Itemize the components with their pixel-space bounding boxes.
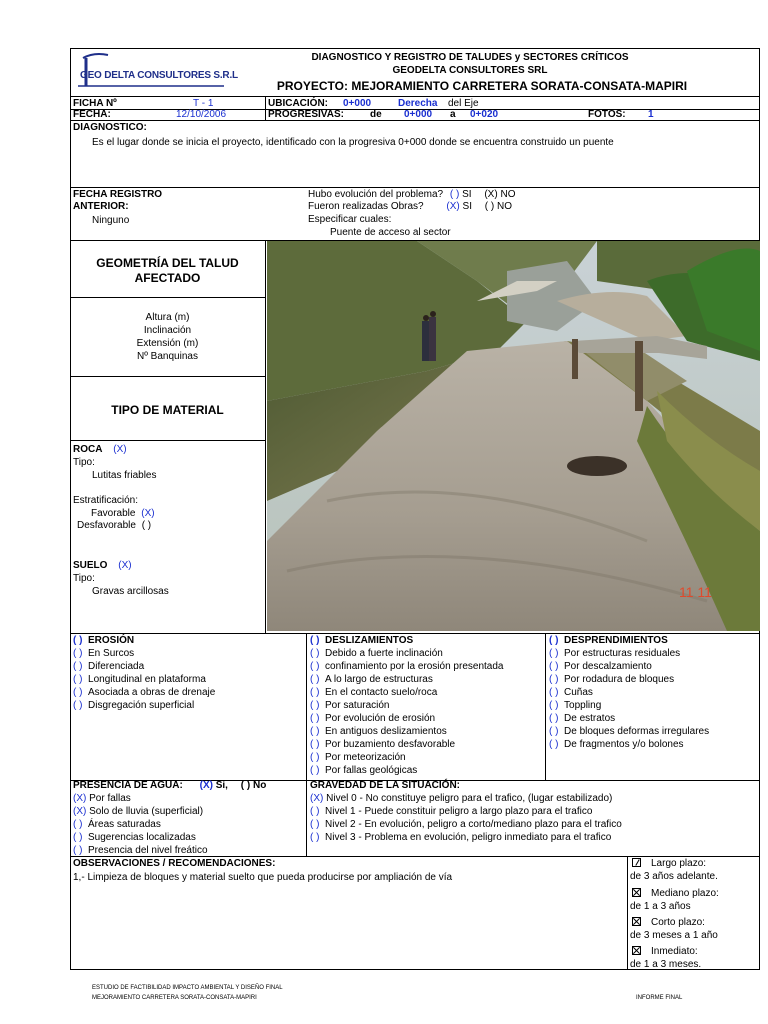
logo-text: GEO DELTA CONSULTORES S.R.L [80,70,238,81]
agua-no: No [252,780,267,791]
ficha-label: FICHA Nº [73,98,117,109]
progresivas-de-value: 0+000 [404,109,433,120]
desfavorable-mark: ( ) [141,520,152,531]
fecha-label: FECHA: [73,109,111,120]
deslizamientos-item: ( ) En antiguos deslizamientos [310,726,447,737]
fotos-label: FOTOS: [588,109,626,120]
q1-si-mark: ( ) [449,189,460,200]
desprendimientos-item: ( ) De bloques deformas irregulares [549,726,710,737]
deslizamientos-item: ( ) Por evolución de erosión [310,713,436,724]
ubicacion-label: UBICACIÓN: [268,98,328,109]
plazo-mediano: Mediano plazo: [632,887,719,900]
company-logo [74,52,238,92]
geometria-item-banquinas: Nº Banquinas [137,351,198,362]
erosion-item: ( ) Disgregación superficial [73,700,195,711]
suelo-tipo-value: Gravas arcillosas [92,586,169,597]
deslizamientos-title: DESLIZAMIENTOS [325,635,414,646]
deslizamientos-item: ( ) En el contacto suelo/roca [310,687,438,698]
agua-item: ( ) Sugerencias localizadas [73,832,196,843]
q2-no-mark: ( ) [484,201,495,212]
q2-no: NO [497,201,512,212]
fecha-value: 12/10/2006 [176,109,227,120]
desprendimientos-title: DESPRENDIMIENTOS [564,635,668,646]
desprendimientos-item: ( ) De fragmentos y/o bolones [549,739,684,750]
agua-si: Si, [215,780,228,791]
desprendimientos-item: ( ) Cuñas [549,687,593,698]
gravedad-item: ( ) Nivel 2 - En evolución, peligro a corto/mediano plazo para el trafico [310,819,622,830]
gravedad-item: ( ) Nivel 1 - Puede constituir peligro a largo plazo para el trafico [310,806,593,817]
diagnostico-label: DIAGNOSTICO: [73,122,147,133]
progresivas-de-label: de [370,109,382,120]
geometria-item-extension: Extensión (m) [136,338,199,349]
erosion-item: ( ) Longitudinal en plataforma [73,674,206,685]
footer-line1: ESTUDIO DE FACTIBILIDAD IMPACTO AMBIENTAL Y DISEÑO FINAL [92,985,283,991]
deslizamientos-item: ( ) A lo largo de estructuras [310,674,433,685]
registro-label1: FECHA REGISTRO [73,189,163,200]
suelo-mark: (X) [118,560,132,571]
deslizamientos-item: ( ) Por saturación [310,700,390,711]
desprendimientos-item: ( ) De estratos [549,713,616,724]
fotos-value: 1 [648,109,654,120]
registro-value: Ninguno [92,215,130,226]
erosion-title: EROSIÓN [88,635,135,646]
agua-no-mark: ( ) [240,780,251,791]
ficha-value: T - 1 [193,98,214,109]
roca-mark: (X) [113,444,127,455]
plazo-corto: Corto plazo: [632,916,705,929]
plazo-largo-detail: de 3 años adelante. [630,871,718,882]
suelo-row [73,559,132,572]
desprendimientos-item: ( ) Toppling [549,700,602,711]
q1-si: SI [462,189,472,200]
agua-item: ( ) Áreas saturadas [73,819,161,830]
desprendimientos-item: ( ) Por rodadura de bloques [549,674,675,685]
plazo-inmediato: Inmediato: [632,945,698,958]
agua-item: (X) Solo de lluvia (superficial) [73,806,204,817]
favorable-mark: (X) [141,508,155,519]
progresivas-a-value: 0+020 [470,109,499,120]
roca-row [73,443,127,456]
site-photo [267,241,760,631]
plazo-corto-detail: de 3 meses a 1 año [630,930,718,941]
check-icon [632,858,641,867]
x-box-icon [632,917,641,926]
geometria-items [70,311,265,363]
q1-text: Hubo evolución del problema? [308,189,444,200]
header-title-line1: DIAGNOSTICO Y REGISTRO DE TALUDES y SECTORES CRÍTICOS [311,52,629,63]
agua-title-row [73,779,266,792]
geometria-item-altura: Altura (m) [145,312,190,323]
agua-title: PRESENCIA DE AGUA: [73,780,183,791]
x-box-icon [632,888,641,897]
suelo-tipo-label: Tipo: [73,573,95,584]
photo-date-stamp: 11 11 [679,584,712,600]
roca-tipo-value: Lutitas friables [92,470,157,481]
geometria-title-line2: AFECTADO [134,271,201,285]
progresivas-label: PROGRESIVAS: [268,109,344,120]
desfavorable-row [77,519,151,532]
deslizamientos-item: ( ) Por meteorización [310,752,406,763]
gravedad-title: GRAVEDAD DE LA SITUACIÓN: [310,780,460,791]
ubicacion-side: Derecha [398,98,438,109]
diagnostico-text: Es el lugar donde se inicia el proyecto, identificado con la progresiva 0+000 donde se encuentra construido un puente [92,137,614,148]
deslizamientos-item: ( ) confinamiento por la erosión presentada [310,661,504,672]
deslizamientos-title-row: ( ) DESLIZAMIENTOS [310,635,414,646]
agua-item: ( ) Presencia del nivel freático [73,845,208,856]
observaciones-text: 1,- Limpieza de bloques y material suelto que pueda producirse por ampliación de vía [73,872,453,883]
suelo-label: SUELO [73,560,108,571]
plazo-mediano-detail: de 1 a 3 años [630,901,691,912]
ubicacion-value: 0+000 [343,98,372,109]
x-box-icon [632,946,641,955]
observaciones-title: OBSERVACIONES / RECOMENDACIONES: [73,858,276,869]
erosion-item: ( ) Asociada a obras de drenaje [73,687,216,698]
q1-no-mark: (X) [484,189,498,200]
q2-si: SI [462,201,472,212]
deslizamientos-item: ( ) Debido a fuerte inclinación [310,648,443,659]
agua-si-mark: (X) [199,780,213,791]
deslizamientos-item: ( ) Por buzamiento desfavorable [310,739,456,750]
ubicacion-suffix: del Eje [448,98,479,109]
desprendimientos-item: ( ) Por estructuras residuales [549,648,681,659]
footer-line2: MEJORAMIENTO CARRETERA SORATA-CONSATA-MAPIRI [92,995,257,1001]
footer-right: INFORME FINAL [636,995,683,1001]
progresivas-a-label: a [450,109,456,120]
desfavorable-label: Desfavorable [77,520,136,531]
material-title: TIPO DE MATERIAL [111,403,224,417]
header-title-line2: GEODELTA CONSULTORES SRL [392,65,548,76]
plazo-largo: Largo plazo: [632,857,706,870]
plazo-inmediato-detail: de 1 a 3 meses. [630,959,702,970]
erosion-title-row: ( ) EROSIÓN [73,635,135,646]
registro-q3: Especificar cuales: [308,214,392,225]
estratificacion-label: Estratificación: [73,495,139,506]
erosion-item: ( ) En Surcos [73,648,135,659]
geometria-title-line1: GEOMETRÍA DEL TALUD [96,256,239,270]
gravedad-item: ( ) Nivel 3 - Problema en evolución, peligro inmediato para el trafico [310,832,612,843]
erosion-item: ( ) Diferenciada [73,661,145,672]
agua-item: (X) Por fallas [73,793,131,804]
q2-si-mark: (X) [446,201,460,212]
registro-label2: ANTERIOR: [73,201,129,212]
roca-tipo-label: Tipo: [73,457,95,468]
registro-q2 [308,200,512,213]
gravedad-item: (X) Nivel 0 - No constituye peligro para el trafico, (lugar estabilizado) [310,793,613,804]
q2-text: Fueron realizadas Obras? [308,201,424,212]
q1-no: NO [500,189,516,200]
registro-q3-value: Puente de acceso al sector [330,227,451,238]
desprendimientos-item: ( ) Por descalzamiento [549,661,652,672]
project-title: PROYECTO: MEJORAMIENTO CARRETERA SORATA-CONSATA-MAPIRI [276,79,688,93]
favorable-label: Favorable [91,508,136,519]
geometria-item-inclinacion: Inclinación [143,325,192,336]
roca-label: ROCA [73,444,103,455]
deslizamientos-item: ( ) Por fallas geológicas [310,765,418,776]
desprendimientos-title-row: ( ) DESPRENDIMIENTOS [549,635,668,646]
